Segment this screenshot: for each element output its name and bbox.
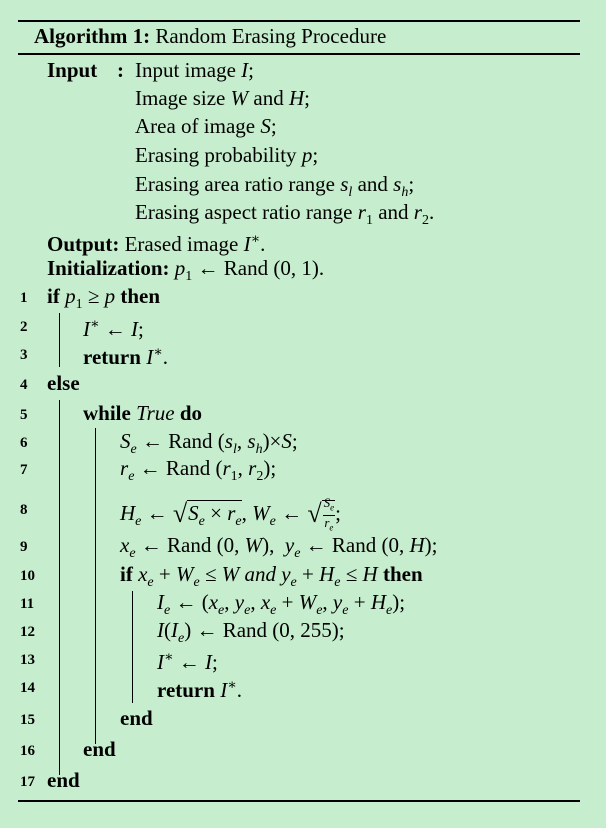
text: and (357, 172, 388, 196)
line-number: 11 (20, 596, 35, 612)
line-number: 10 (20, 568, 35, 584)
keyword: then (382, 562, 423, 586)
code-line-9: $x_e$ ← Rand (0, W), $y_e$ ← Rand (0, H); (120, 533, 438, 561)
initialization-line: Initialization: $p_1$ ← Rand (0, 1). (47, 256, 325, 284)
code-line-5 (83, 401, 202, 425)
output-line: Output: Erased image I∗. (47, 232, 266, 256)
keyword: return (157, 678, 215, 702)
text: Rand (222, 618, 268, 642)
text: Rand (165, 456, 211, 480)
code-line-1: if $p_1 \ge p$ then (47, 284, 161, 312)
line-number: 8 (20, 502, 28, 518)
algorithm-caption (34, 24, 386, 48)
code-line-14: return I∗. (157, 678, 242, 702)
keyword: else (47, 371, 80, 395)
line-number: 1 (20, 290, 28, 306)
keyword: and (244, 562, 276, 586)
input-item-probability: Erasing probability p; (135, 143, 319, 167)
line-number: 13 (20, 652, 35, 668)
input-item-size: Image size W and H; (135, 86, 310, 110)
keyword: return (83, 345, 141, 369)
line-number: 14 (20, 680, 35, 696)
input-item-area: Area of image S; (135, 114, 277, 138)
code-line-17: end (47, 768, 80, 792)
input-item-aspect-ratio: Erasing aspect ratio range $r_1$ and $r_2$. (135, 200, 435, 228)
keyword: True (136, 401, 175, 425)
text: Erasing aspect ratio range (135, 200, 353, 224)
text: (0, 255); (272, 618, 345, 642)
keyword: if (120, 562, 133, 586)
code-line-16: end (83, 737, 116, 761)
code-line-11: $I_e$ ← ($x_e$, $y_e$, $x_e + W_e$, $y_e + H_e$); (157, 590, 406, 618)
algorithm-title: Random Erasing Procedure (155, 24, 387, 48)
text: Image size (135, 86, 226, 110)
line-number: 4 (20, 377, 28, 393)
line-number: 12 (20, 624, 35, 640)
code-line-10: if $x_e + W_e \le W$ and $y_e + H_e \le H$ then (120, 562, 423, 590)
line-number: 17 (20, 774, 35, 790)
code-line-8: $H_e$ ← $√S_e \times r_e$, $W_e$ ← √ $\frac{S_e}{r_e}$ ; (120, 495, 341, 533)
initialization-label: Initialization: (47, 256, 170, 280)
line-number: 15 (20, 712, 35, 728)
output-label: Output: (47, 232, 120, 256)
code-line-15: end (120, 706, 153, 730)
code-line-7: $r_e$ ← Rand ($r_1$, $r_2$); (120, 456, 277, 484)
input-label (47, 58, 97, 82)
inner-if-block-bar (132, 591, 133, 703)
keyword: then (120, 284, 161, 308)
text: Rand (167, 533, 212, 557)
text: and (378, 200, 409, 224)
text: Input image (135, 58, 236, 82)
line-number: 2 (20, 319, 28, 335)
keyword: do (179, 401, 203, 425)
code-line-2: I∗ ← I; (83, 317, 144, 341)
while-block-bar (95, 428, 96, 744)
text: Erasing probability (135, 143, 297, 167)
line-number: 7 (20, 462, 28, 478)
input-label-text: Input (47, 58, 98, 82)
bottom-rule (18, 800, 580, 802)
line-number: 5 (20, 407, 28, 423)
text: Erased image (124, 232, 239, 256)
keyword: while (83, 401, 131, 425)
line-number: 16 (20, 743, 35, 759)
text: (0, 1). (273, 256, 325, 280)
text: Area of image (135, 114, 256, 138)
code-line-3: return I∗. (83, 345, 168, 369)
code-line-12: $I(I_e)$ ← Rand (0, 255); (157, 618, 345, 646)
if-block-bar (59, 313, 60, 367)
top-rule (18, 20, 580, 22)
input-item-image: Input image I; (135, 58, 254, 82)
input-separator: : (117, 58, 124, 82)
text: Rand (331, 533, 377, 557)
code-line-6: $S_e$ ← Rand ($s_l$, $s_h)\times S$; (120, 429, 298, 457)
algorithm-label: Algorithm 1: (34, 24, 151, 48)
text: Rand (223, 256, 269, 280)
else-block-bar (59, 400, 60, 775)
text: Erasing area ratio range (135, 172, 335, 196)
code-line-13: I∗ ← I; (157, 650, 218, 674)
input-item-area-ratio: Erasing area ratio range $s_l$ and $s_h$; (135, 172, 415, 200)
text: Rand (168, 429, 213, 453)
line-number: 3 (20, 347, 28, 363)
keyword: if (47, 284, 60, 308)
caption-rule (18, 53, 580, 55)
line-number: 9 (20, 539, 28, 555)
text: and (253, 86, 284, 110)
line-number: 6 (20, 435, 28, 451)
code-line-4 (47, 371, 80, 395)
